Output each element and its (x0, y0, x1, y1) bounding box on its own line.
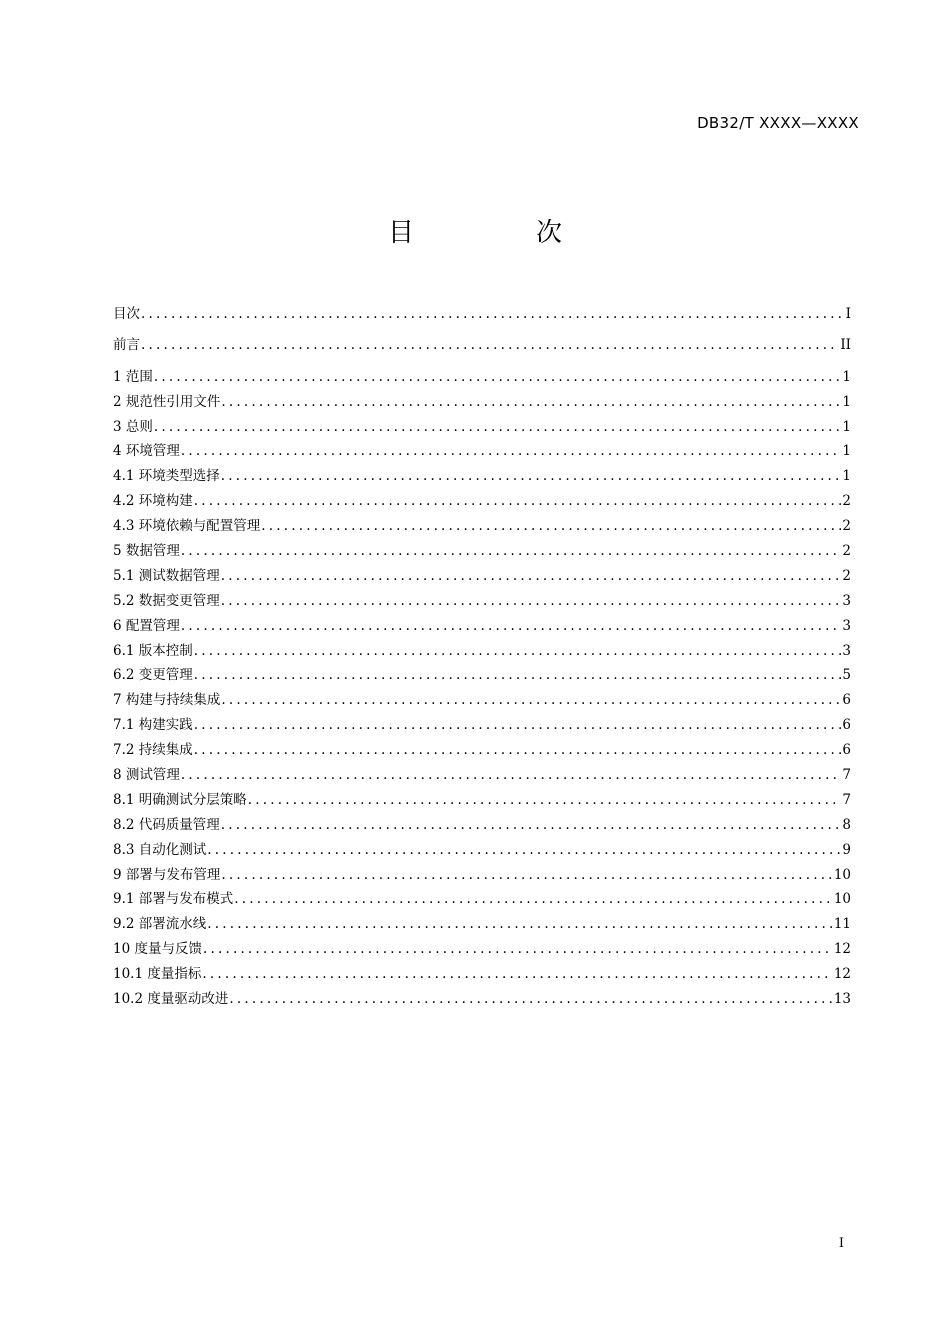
toc-entry[interactable] (113, 937, 851, 962)
toc-entry-label: 7 构建与持续集成 (113, 692, 221, 709)
toc-entry[interactable] (113, 464, 851, 489)
toc-entry-label: 8.2 代码质量管理 (113, 816, 220, 833)
toc-entry-page: 12 (833, 966, 851, 983)
toc-leader-dots (181, 539, 842, 564)
toc-entry-label: 10.1 度量指标 (113, 966, 202, 983)
toc-entry-page: 13 (833, 991, 851, 1008)
toc-entry[interactable] (113, 663, 851, 688)
toc-entry[interactable] (113, 489, 851, 514)
toc-leader-dots (221, 813, 842, 838)
toc-entry-label: 5.2 数据变更管理 (113, 592, 220, 609)
toc-entry-label: 9.2 部署流水线 (113, 916, 207, 933)
toc-leader-dots (261, 514, 841, 539)
toc-entry-page: 3 (842, 617, 851, 634)
toc-entry-page: 10 (833, 891, 851, 908)
toc-entry-label: 前言 (113, 337, 140, 354)
toc-entry-page: 1 (842, 368, 851, 385)
toc-entry[interactable] (113, 962, 851, 987)
toc-entry[interactable] (113, 987, 851, 1012)
toc-entry[interactable] (113, 788, 851, 813)
toc-leader-dots (221, 589, 842, 614)
toc-entry-page: 9 (842, 841, 851, 858)
toc-entry-label: 8 测试管理 (113, 767, 180, 784)
toc-entry[interactable] (113, 763, 851, 788)
toc-leader-dots (229, 987, 832, 1012)
toc-entry-page: 10 (833, 866, 851, 883)
toc-leader-dots (194, 489, 842, 514)
toc-entry-page: 12 (833, 941, 851, 958)
toc-entry[interactable] (113, 688, 851, 713)
toc-entry-page: 5 (842, 667, 851, 684)
toc-entry-label: 4 环境管理 (113, 443, 180, 460)
toc-entry-page: 3 (842, 642, 851, 659)
toc-entry-label: 5.1 测试数据管理 (113, 567, 220, 584)
toc-entry[interactable] (113, 713, 851, 738)
toc-leader-dots (234, 887, 833, 912)
toc-entry-label: 9.1 部署与发布模式 (113, 891, 234, 908)
toc-entry-label: 4.3 环境依赖与配置管理 (113, 518, 261, 535)
toc-leader-dots (194, 639, 842, 664)
toc-entry[interactable] (113, 887, 851, 912)
toc-entry-page: 6 (842, 742, 851, 759)
toc-entry[interactable] (113, 738, 851, 763)
toc-leader-dots (181, 439, 842, 464)
toc-entry[interactable] (113, 302, 851, 327)
toc-leader-dots (194, 663, 842, 688)
toc-entry[interactable] (113, 564, 851, 589)
toc-entry-label: 7.2 持续集成 (113, 742, 193, 759)
toc-leader-dots (221, 464, 842, 489)
toc-entry-page: 2 (842, 543, 851, 560)
toc-entry-page: 2 (842, 567, 851, 584)
toc-entry[interactable] (113, 639, 851, 664)
toc-entry-label: 1 范围 (113, 368, 153, 385)
toc-leader-dots (154, 415, 842, 440)
toc-leader-dots (194, 713, 842, 738)
toc-entry[interactable] (113, 589, 851, 614)
toc-leader-dots (207, 838, 841, 863)
toc-entry-label: 6.1 版本控制 (113, 642, 193, 659)
toc-entry-page: 8 (842, 816, 851, 833)
toc-entry-page: 7 (842, 791, 851, 808)
toc-entry-label: 5 数据管理 (113, 543, 180, 560)
toc-entry-page: 7 (842, 767, 851, 784)
toc-leader-dots (221, 390, 841, 415)
toc-entry-label: 8.1 明确测试分层策略 (113, 791, 247, 808)
toc-entry[interactable] (113, 838, 851, 863)
toc-leader-dots (181, 614, 842, 639)
toc-entry[interactable] (113, 614, 851, 639)
toc-leader-dots (202, 962, 832, 987)
toc-entry-page: 11 (833, 916, 851, 933)
toc-entry-page: 2 (842, 493, 851, 510)
toc-entry-page: II (840, 337, 851, 354)
table-of-contents (113, 302, 851, 1012)
toc-entry-page: 1 (842, 393, 851, 410)
toc-entry-label: 9 部署与发布管理 (113, 866, 221, 883)
toc-entry-label: 10.2 度量驱动改进 (113, 991, 229, 1008)
toc-leader-dots (141, 333, 839, 358)
toc-entry-page: 1 (842, 443, 851, 460)
toc-leader-dots (207, 912, 833, 937)
toc-leader-dots (221, 688, 841, 713)
toc-entry[interactable] (113, 439, 851, 464)
toc-entry-page: 3 (842, 592, 851, 609)
toc-entry-page: 1 (842, 468, 851, 485)
toc-entry-page: 6 (842, 717, 851, 734)
toc-leader-dots (203, 937, 833, 962)
page-number: I (838, 1236, 844, 1251)
toc-entry[interactable] (113, 813, 851, 838)
toc-entry-page: 1 (842, 418, 851, 435)
toc-entry[interactable] (113, 912, 851, 937)
toc-entry-label: 10 度量与反馈 (113, 941, 202, 958)
toc-entry-label: 7.1 构建实践 (113, 717, 193, 734)
toc-entry-label: 4.1 环境类型选择 (113, 468, 220, 485)
toc-entry[interactable] (113, 863, 851, 888)
toc-leader-dots (221, 863, 832, 888)
toc-leader-dots (141, 302, 845, 327)
toc-entry-label: 目次 (113, 306, 140, 322)
toc-leader-dots (221, 564, 842, 589)
toc-entry-page: I (845, 306, 851, 322)
toc-leader-dots (181, 763, 842, 788)
toc-leader-dots (248, 788, 842, 813)
page-title: 目 次 (387, 218, 610, 248)
document-code: DB32/T XXXX—XXXX (697, 114, 859, 132)
toc-entry[interactable] (113, 365, 851, 390)
toc-entry-label: 6.2 变更管理 (113, 667, 193, 684)
toc-entry-label: 4.2 环境构建 (113, 493, 193, 510)
toc-leader-dots (194, 738, 842, 763)
toc-entry-page: 6 (842, 692, 851, 709)
toc-entry[interactable] (113, 333, 851, 358)
toc-entry[interactable] (113, 390, 851, 415)
toc-entry-page: 2 (842, 518, 851, 535)
toc-entry-label: 2 规范性引用文件 (113, 393, 221, 410)
toc-leader-dots (154, 365, 842, 390)
toc-entry[interactable] (113, 539, 851, 564)
toc-entry-label: 3 总则 (113, 418, 153, 435)
toc-entry[interactable] (113, 415, 851, 440)
toc-entry[interactable] (113, 514, 851, 539)
toc-entry-label: 8.3 自动化测试 (113, 841, 207, 858)
toc-entry-label: 6 配置管理 (113, 617, 180, 634)
